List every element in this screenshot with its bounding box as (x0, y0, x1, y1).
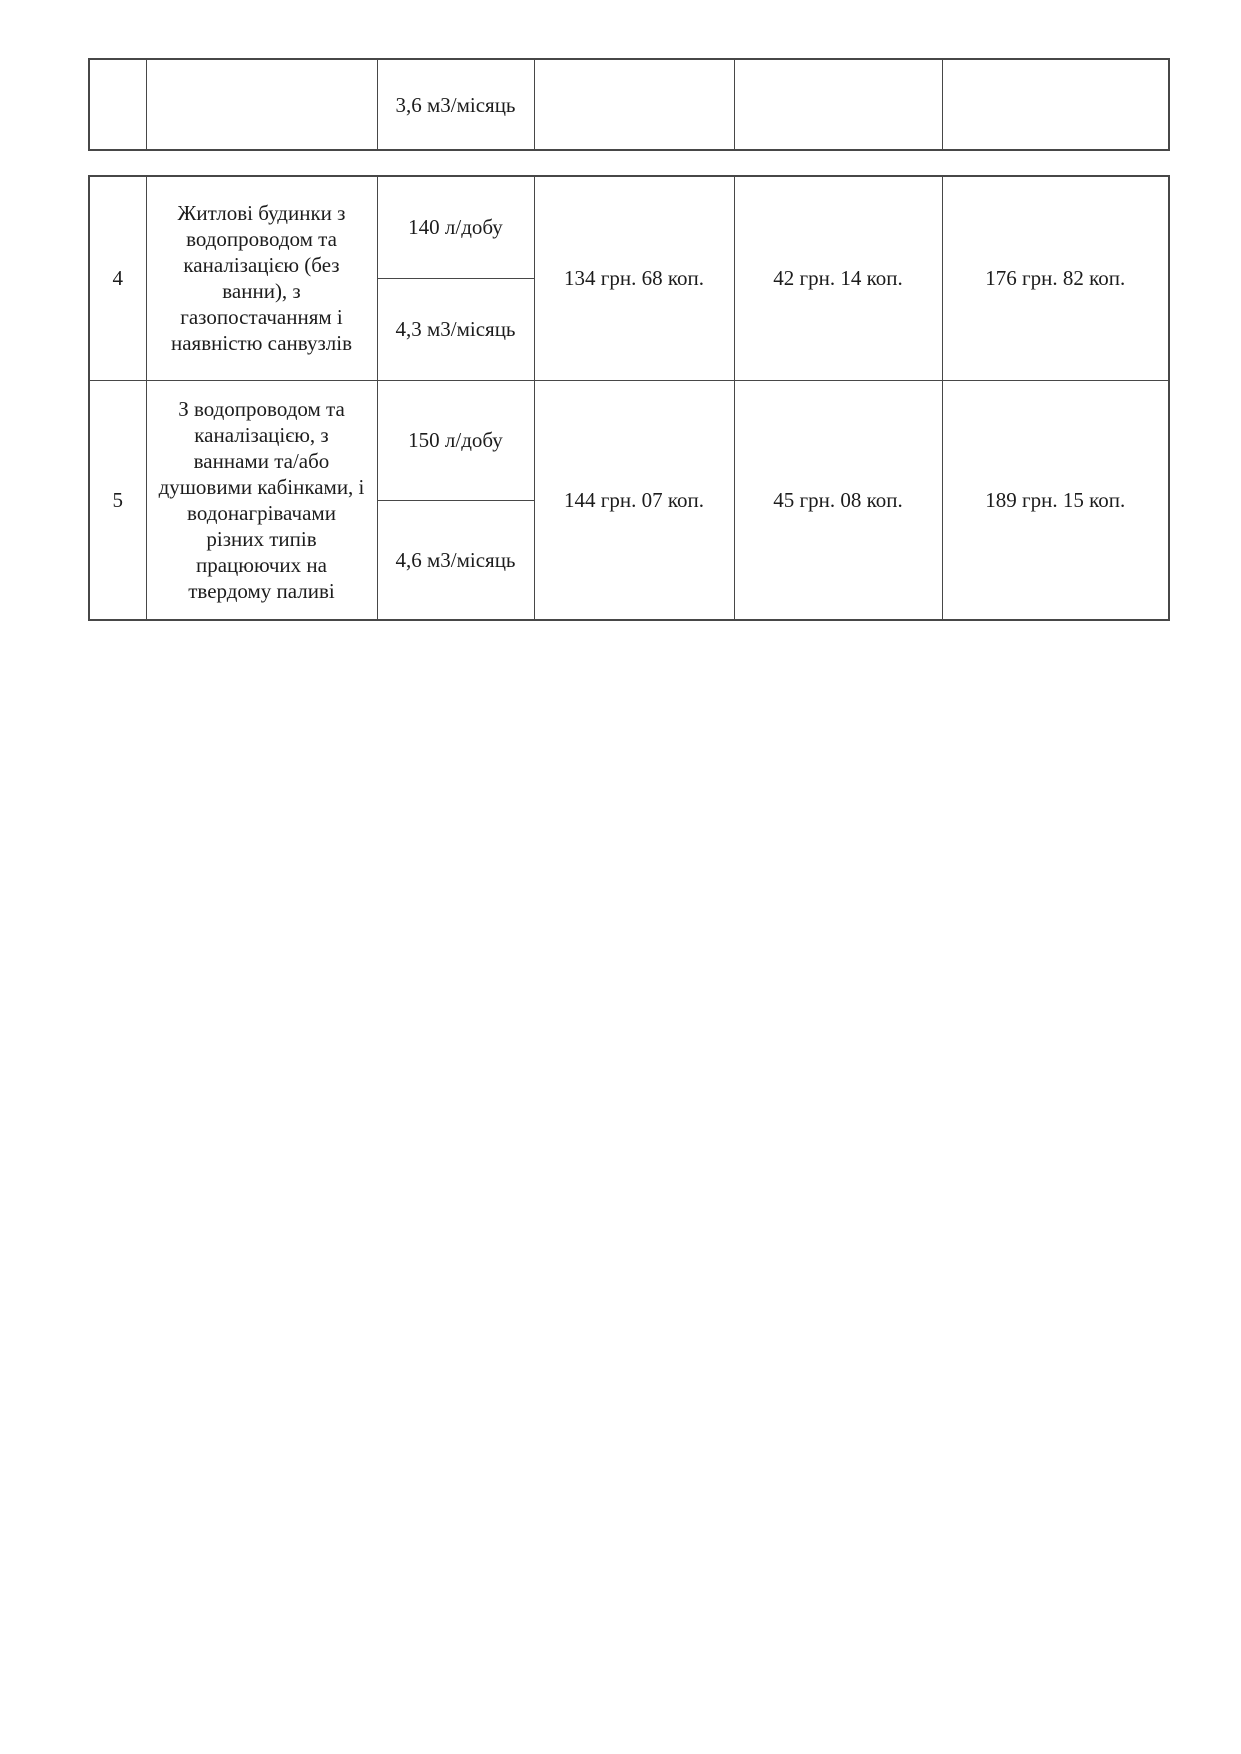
monthly-norm-cell: 3,6 м3/місяць (377, 59, 534, 150)
tariff-cell-3 (942, 59, 1169, 150)
tariff-cell-3: 176 грн. 82 коп. (942, 176, 1169, 380)
table-row (89, 380, 1169, 500)
tariff-cell-3: 189 грн. 15 коп. (942, 380, 1169, 620)
table-row (89, 176, 1169, 278)
table-row (89, 59, 1169, 150)
description-cell (146, 59, 377, 150)
description-cell: З водопроводом та каналізацією, з ваннами та/або душовими кабінками, і водонагрівачами різних типів працюючих на твердому паливі (146, 380, 377, 620)
tariff-cell-2: 45 грн. 08 коп. (734, 380, 942, 620)
tariff-cell-2: 42 грн. 14 коп. (734, 176, 942, 380)
monthly-norm-cell: 4,3 м3/місяць (377, 278, 534, 380)
tariff-cell-1: 144 грн. 07 коп. (534, 380, 734, 620)
row-number-cell (89, 59, 146, 150)
tariff-table (88, 175, 1170, 621)
daily-norm-cell: 150 л/добу (377, 380, 534, 500)
tariff-cell-1 (534, 59, 734, 150)
tariff-cell-2 (734, 59, 942, 150)
tariff-table-continuation (88, 58, 1170, 151)
row-number-cell: 4 (89, 176, 146, 380)
description-cell: Житлові будинки з водопроводом та каналізацією (без ванни), з газопостачанням і наявністю санвузлів (146, 176, 377, 380)
monthly-norm-cell: 4,6 м3/місяць (377, 500, 534, 620)
tariff-cell-1: 134 грн. 68 коп. (534, 176, 734, 380)
daily-norm-cell: 140 л/добу (377, 176, 534, 278)
row-number-cell: 5 (89, 380, 146, 620)
